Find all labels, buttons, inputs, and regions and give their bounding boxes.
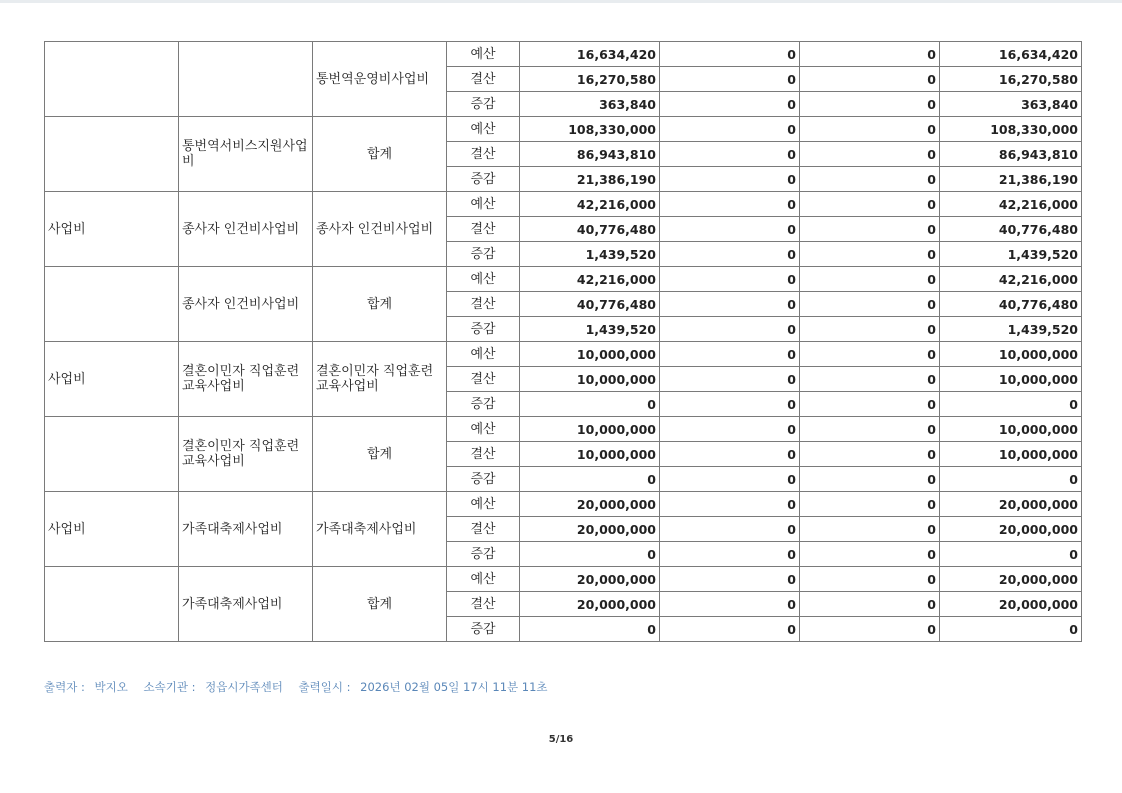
settlement-table [44,41,1082,642]
amount-cell-v1: 40,776,480 [520,217,660,242]
amount-cell-v1: 108,330,000 [520,117,660,142]
amount-cell-v3: 0 [800,192,940,217]
row-type-cell: 예산 [447,267,520,292]
amount-cell-v1: 42,216,000 [520,192,660,217]
subcategory-cell [179,42,313,117]
print-info [44,679,554,695]
total-label-cell: 합계 [313,117,447,192]
amount-cell-v2: 0 [660,567,800,592]
amount-cell-v4: 20,000,000 [940,517,1082,542]
amount-cell-v2: 0 [660,367,800,392]
amount-cell-v2: 0 [660,117,800,142]
amount-cell-v3: 0 [800,142,940,167]
row-type-cell: 증감 [447,167,520,192]
printer-name: 박지오 [94,680,128,694]
category-cell: 사업비 [45,492,179,567]
amount-cell-v1: 40,776,480 [520,292,660,317]
amount-cell-v2: 0 [660,542,800,567]
row-type-cell: 증감 [447,617,520,642]
amount-cell-v2: 0 [660,167,800,192]
amount-cell-v3: 0 [800,267,940,292]
amount-cell-v3: 0 [800,392,940,417]
table-row [45,567,1082,592]
amount-cell-v2: 0 [660,67,800,92]
category-cell [45,417,179,492]
page-number: 5/16 [548,734,574,745]
amount-cell-v3: 0 [800,467,940,492]
amount-cell-v3: 0 [800,92,940,117]
amount-cell-v1: 0 [520,392,660,417]
row-type-cell: 예산 [447,192,520,217]
amount-cell-v3: 0 [800,67,940,92]
amount-cell-v3: 0 [800,517,940,542]
amount-cell-v3: 0 [800,167,940,192]
row-type-cell: 증감 [447,392,520,417]
amount-cell-v2: 0 [660,467,800,492]
amount-cell-v3: 0 [800,292,940,317]
printer-label: 출력자 : [44,680,85,694]
row-type-cell: 결산 [447,67,520,92]
row-type-cell: 예산 [447,492,520,517]
amount-cell-v3: 0 [800,42,940,67]
amount-cell-v4: 1,439,520 [940,317,1082,342]
row-type-cell: 결산 [447,292,520,317]
row-type-cell: 증감 [447,317,520,342]
amount-cell-v2: 0 [660,392,800,417]
amount-cell-v3: 0 [800,242,940,267]
amount-cell-v2: 0 [660,617,800,642]
subcategory-cell: 가족대축제사업비 [179,567,313,642]
amount-cell-v2: 0 [660,142,800,167]
amount-cell-v1: 16,634,420 [520,42,660,67]
amount-cell-v4: 21,386,190 [940,167,1082,192]
amount-cell-v1: 0 [520,617,660,642]
amount-cell-v1: 16,270,580 [520,67,660,92]
amount-cell-v2: 0 [660,92,800,117]
subcategory-cell: 통번역서비스지원사업비 [179,117,313,192]
amount-cell-v3: 0 [800,442,940,467]
amount-cell-v3: 0 [800,492,940,517]
row-type-cell: 결산 [447,442,520,467]
amount-cell-v3: 0 [800,117,940,142]
amount-cell-v4: 86,943,810 [940,142,1082,167]
table-row [45,417,1082,442]
table-row [45,342,1082,367]
amount-cell-v3: 0 [800,542,940,567]
org-name: 정읍시가족센터 [205,680,283,694]
item-cell: 종사자 인건비사업비 [313,192,447,267]
table-row [45,267,1082,292]
amount-cell-v3: 0 [800,367,940,392]
table-row [45,117,1082,142]
amount-cell-v1: 20,000,000 [520,567,660,592]
row-type-cell: 결산 [447,217,520,242]
subcategory-cell: 결혼이민자 직업훈련교육사업비 [179,417,313,492]
amount-cell-v2: 0 [660,42,800,67]
subcategory-cell: 가족대축제사업비 [179,492,313,567]
amount-cell-v4: 10,000,000 [940,417,1082,442]
amount-cell-v2: 0 [660,192,800,217]
printed-at: 2026년 02월 05일 17시 11분 11초 [360,680,548,694]
category-cell [45,42,179,117]
row-type-cell: 증감 [447,467,520,492]
amount-cell-v3: 0 [800,317,940,342]
amount-cell-v4: 10,000,000 [940,442,1082,467]
amount-cell-v3: 0 [800,567,940,592]
amount-cell-v2: 0 [660,517,800,542]
amount-cell-v1: 0 [520,542,660,567]
amount-cell-v2: 0 [660,317,800,342]
row-type-cell: 증감 [447,542,520,567]
amount-cell-v1: 1,439,520 [520,242,660,267]
amount-cell-v4: 363,840 [940,92,1082,117]
amount-cell-v1: 20,000,000 [520,592,660,617]
row-type-cell: 예산 [447,117,520,142]
category-cell: 사업비 [45,192,179,267]
amount-cell-v4: 10,000,000 [940,367,1082,392]
item-cell: 결혼이민자 직업훈련교육사업비 [313,342,447,417]
table-row [45,192,1082,217]
amount-cell-v1: 10,000,000 [520,342,660,367]
row-type-cell: 결산 [447,517,520,542]
row-type-cell: 결산 [447,592,520,617]
category-cell [45,117,179,192]
row-type-cell: 예산 [447,567,520,592]
item-cell: 통번역운영비사업비 [313,42,447,117]
amount-cell-v1: 21,386,190 [520,167,660,192]
category-cell [45,267,179,342]
row-type-cell: 증감 [447,242,520,267]
subcategory-cell: 결혼이민자 직업훈련교육사업비 [179,342,313,417]
item-cell: 가족대축제사업비 [313,492,447,567]
amount-cell-v1: 20,000,000 [520,517,660,542]
amount-cell-v4: 0 [940,467,1082,492]
amount-cell-v3: 0 [800,417,940,442]
total-label-cell: 합계 [313,267,447,342]
amount-cell-v1: 1,439,520 [520,317,660,342]
row-type-cell: 예산 [447,42,520,67]
row-type-cell: 예산 [447,342,520,367]
amount-cell-v1: 0 [520,467,660,492]
amount-cell-v4: 20,000,000 [940,567,1082,592]
amount-cell-v4: 20,000,000 [940,592,1082,617]
amount-cell-v3: 0 [800,617,940,642]
amount-cell-v2: 0 [660,442,800,467]
amount-cell-v1: 363,840 [520,92,660,117]
subcategory-cell: 종사자 인건비사업비 [179,192,313,267]
amount-cell-v1: 20,000,000 [520,492,660,517]
page-top-border [0,0,1122,3]
subcategory-cell: 종사자 인건비사업비 [179,267,313,342]
amount-cell-v1: 42,216,000 [520,267,660,292]
amount-cell-v4: 40,776,480 [940,217,1082,242]
amount-cell-v4: 16,634,420 [940,42,1082,67]
amount-cell-v4: 16,270,580 [940,67,1082,92]
table-row [45,42,1082,67]
amount-cell-v4: 108,330,000 [940,117,1082,142]
amount-cell-v4: 1,439,520 [940,242,1082,267]
total-label-cell: 합계 [313,567,447,642]
amount-cell-v1: 10,000,000 [520,417,660,442]
printed-at-label: 출력일시 : [298,680,351,694]
amount-cell-v1: 10,000,000 [520,442,660,467]
amount-cell-v4: 0 [940,617,1082,642]
amount-cell-v2: 0 [660,217,800,242]
category-cell [45,567,179,642]
amount-cell-v2: 0 [660,492,800,517]
table-row [45,492,1082,517]
amount-cell-v1: 86,943,810 [520,142,660,167]
amount-cell-v2: 0 [660,242,800,267]
amount-cell-v2: 0 [660,267,800,292]
amount-cell-v2: 0 [660,292,800,317]
amount-cell-v4: 10,000,000 [940,342,1082,367]
row-type-cell: 증감 [447,92,520,117]
settlement-table-body [45,42,1082,642]
amount-cell-v4: 20,000,000 [940,492,1082,517]
category-cell: 사업비 [45,342,179,417]
amount-cell-v4: 40,776,480 [940,292,1082,317]
row-type-cell: 결산 [447,142,520,167]
amount-cell-v4: 0 [940,542,1082,567]
total-label-cell: 합계 [313,417,447,492]
amount-cell-v1: 10,000,000 [520,367,660,392]
amount-cell-v3: 0 [800,342,940,367]
org-label: 소속기관 : [143,680,196,694]
amount-cell-v2: 0 [660,417,800,442]
amount-cell-v2: 0 [660,592,800,617]
amount-cell-v4: 0 [940,392,1082,417]
amount-cell-v2: 0 [660,342,800,367]
amount-cell-v4: 42,216,000 [940,267,1082,292]
amount-cell-v4: 42,216,000 [940,192,1082,217]
row-type-cell: 결산 [447,367,520,392]
row-type-cell: 예산 [447,417,520,442]
amount-cell-v3: 0 [800,217,940,242]
amount-cell-v3: 0 [800,592,940,617]
